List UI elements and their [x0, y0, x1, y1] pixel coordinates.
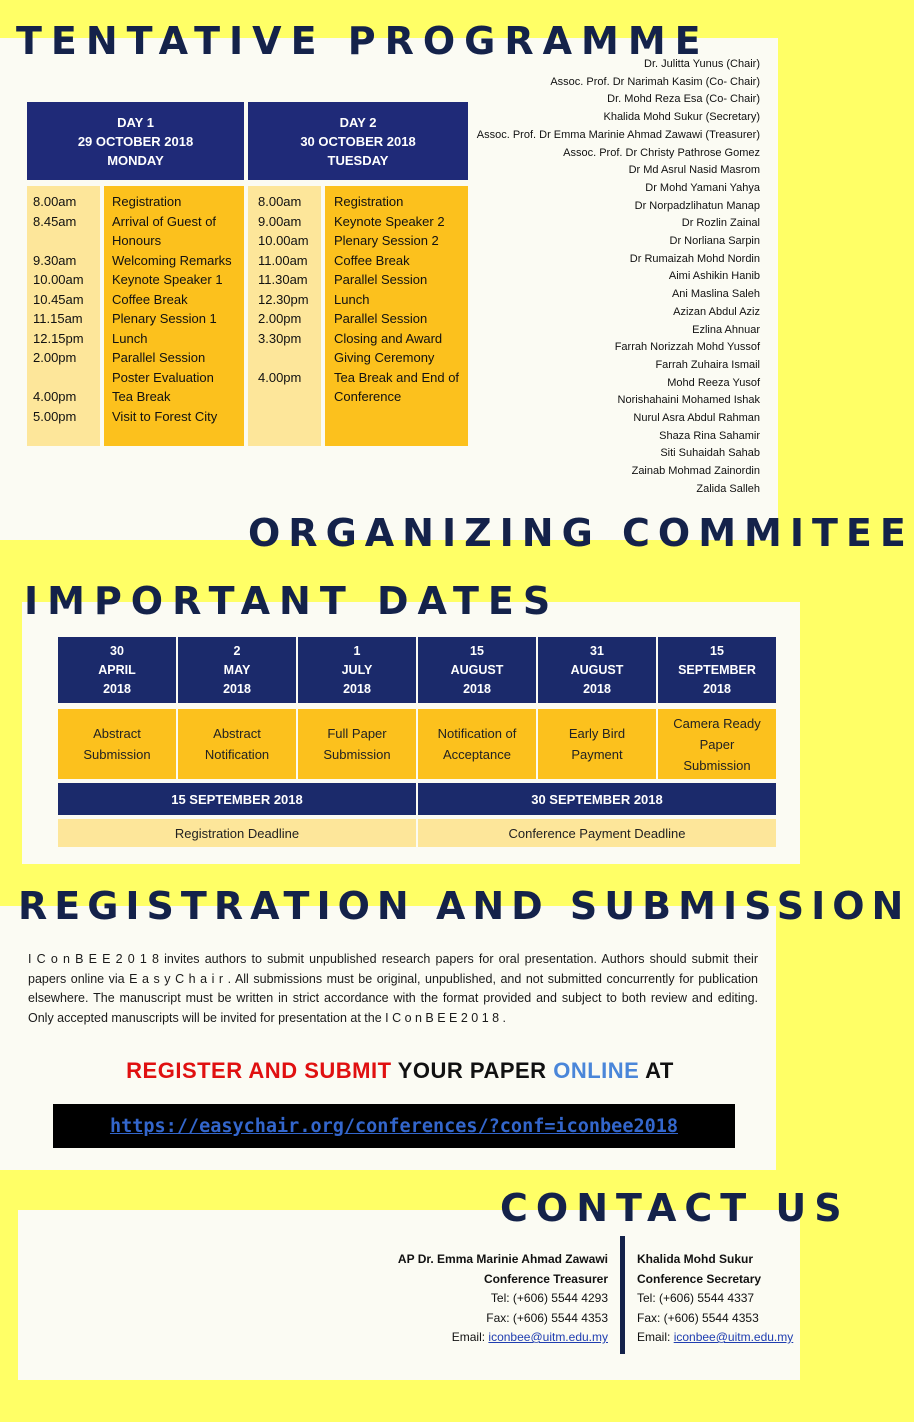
activity-item: Visit to Forest City — [112, 408, 218, 424]
activity-item: Parallel Session — [334, 311, 428, 326]
day2-weekday: TUESDAY — [327, 152, 389, 168]
committee-member: Farrah Zuhaira Ismail — [655, 358, 760, 371]
time-item: 10.00am — [258, 233, 309, 248]
activity-item: Honours — [112, 233, 162, 248]
contact-email-link[interactable]: iconbee@uitm.edu.my — [488, 1330, 608, 1344]
committee-member: Dr. Julitta Yunus (Chair) — [644, 58, 760, 70]
activity-item: Conference — [334, 389, 402, 404]
day2-header — [248, 102, 468, 180]
date-month: APRIL — [98, 662, 136, 677]
committee-member: Farrah Norizzah Mohd Yussof — [614, 341, 760, 354]
event-label: Full Paper Submission — [323, 726, 391, 762]
contact-role: Conference Treasurer — [483, 1271, 608, 1286]
day1-date: 29 OCTOBER 2018 — [77, 133, 194, 149]
time-item: 4.00pm — [258, 369, 302, 385]
time-item: 11.15am — [33, 311, 83, 326]
activity-item: Poster Evaluation — [112, 369, 214, 385]
time-item: 12.30pm — [258, 291, 309, 307]
payment-deadline-label: Conference Payment Deadline — [418, 819, 776, 847]
programme-heading: TENTATIVE PROGRAMME — [16, 19, 710, 63]
contact-email-row — [398, 1328, 608, 1348]
date-day: 15 — [470, 643, 484, 658]
payment-deadline-date: 30 SEPTEMBER 2018 — [418, 783, 776, 815]
day2-time-list — [258, 192, 309, 407]
day2-activity-list — [334, 192, 459, 407]
committee-member: Khalida Mohd Sukur (Secretary) — [603, 111, 760, 124]
committee-member: Siti Suhaidah Sahab — [660, 447, 760, 460]
committee-member: Assoc. Prof. Dr Emma Marinie Ahmad Zawawi (Treasurer) — [476, 128, 760, 141]
event-label: Abstract Submission — [83, 726, 151, 762]
contact-email-label: Email: — [451, 1330, 489, 1344]
date-cell-4 — [418, 637, 536, 703]
contact-role: Conference Secretary — [637, 1271, 762, 1286]
registration-heading: REGISTRATION AND SUBMISSION — [18, 884, 911, 928]
date-month: SEPTEMBER — [678, 662, 756, 677]
activity-item: Tea Break — [112, 389, 171, 404]
date-day: 15 — [710, 643, 724, 658]
day1-activity-list — [112, 192, 232, 426]
activity-item: Parallel Session — [334, 272, 428, 287]
activity-item: Registration — [112, 194, 182, 209]
committee-member: Dr Md Asrul Nasid Masrom — [628, 164, 760, 177]
date-day: 30 — [110, 643, 124, 658]
time-item: 10.00am — [33, 272, 84, 287]
date-year: 2018 — [103, 681, 131, 696]
event-cell-2 — [178, 709, 296, 779]
time-item — [33, 231, 84, 251]
date-cell-5 — [538, 637, 656, 703]
day1-label: DAY 1 — [117, 114, 154, 130]
date-year: 2018 — [703, 681, 731, 696]
committee-member: Dr. Mohd Reza Esa (Co- Chair) — [607, 93, 760, 106]
time-item: 9.00am — [258, 213, 302, 229]
date-cell-1 — [58, 637, 176, 703]
activity-item: Parallel Session — [112, 350, 206, 365]
time-item — [33, 368, 84, 388]
time-item: 8.00am — [33, 194, 77, 209]
date-month: MAY — [223, 662, 251, 677]
submission-url-bar — [53, 1104, 735, 1148]
committee-heading: ORGANIZING COMMITEE — [248, 511, 914, 555]
time-item: 4.00pm — [33, 389, 77, 404]
committee-member: Nurul Asra Abdul Rahman — [633, 412, 760, 425]
committee-member: Assoc. Prof. Dr Christy Pathrose Gomez — [563, 146, 760, 159]
activity-item: Plenary Session 1 — [112, 311, 217, 326]
activity-item: Coffee Break — [334, 252, 410, 268]
contact-tel: Tel: (+606) 5544 4293 — [490, 1291, 608, 1305]
activity-item: Coffee Break — [112, 291, 188, 307]
cta-your-paper: YOUR PAPER — [397, 1058, 547, 1083]
day1-header — [27, 102, 244, 180]
committee-member: Aimi Ashikin Hanib — [668, 270, 760, 283]
date-year: 2018 — [223, 681, 251, 696]
time-item — [258, 387, 309, 407]
committee-member: Dr Mohd Yamani Yahya — [645, 181, 760, 194]
activity-item: Lunch — [112, 330, 148, 346]
contact-tel: Tel: (+606) 5544 4337 — [637, 1291, 755, 1305]
cta-online: ONLINE — [553, 1058, 640, 1083]
time-item: 5.00pm — [33, 408, 77, 424]
activity-item: Keynote Speaker 1 — [112, 272, 223, 287]
contact-name: Khalida Mohd Sukur — [637, 1252, 754, 1266]
committee-member: Ezlina Ahnuar — [692, 323, 760, 336]
day2-times — [248, 186, 321, 446]
time-item: 12.15pm — [33, 330, 84, 346]
contact-divider — [620, 1236, 625, 1354]
contact-heading: CONTACT US — [500, 1186, 850, 1230]
committee-list — [477, 56, 760, 499]
registration-deadline-label: Registration Deadline — [58, 819, 416, 847]
event-cell-3 — [298, 709, 416, 779]
activity-item: Giving Ceremony — [334, 350, 435, 365]
activity-item: Lunch — [334, 291, 370, 307]
committee-member: Dr Rumaizah Mohd Nordin — [629, 252, 760, 265]
day1-time-list — [33, 192, 84, 426]
event-cell-1 — [58, 709, 176, 779]
time-item: 3.30pm — [258, 330, 302, 346]
activity-item: Closing and Award — [334, 330, 443, 346]
committee-member: Shaza Rina Sahamir — [659, 429, 760, 442]
activity-item: Keynote Speaker 2 — [334, 213, 445, 229]
date-cell-3 — [298, 637, 416, 703]
time-item: 8.00am — [258, 194, 302, 209]
event-cell-6 — [658, 709, 776, 779]
contact-fax: Fax: (+606) 5544 4353 — [637, 1310, 759, 1325]
date-month: AUGUST — [570, 662, 624, 677]
time-item: 2.00pm — [33, 350, 77, 365]
committee-member: Mohd Reeza Yusof — [667, 376, 760, 389]
committee-member: Azizan Abdul Aziz — [673, 305, 760, 318]
contact-email-row — [637, 1328, 793, 1348]
registration-description: I C o n B E E 2 0 1 8 invites authors to submit unpublished research papers for oral presentation. Authors should submit their papers online via E a s y C h a i r . All submissions must be original, unpublished, and not submitted concurrently for publication elsewhere. The manuscript must be written in strict accordance with the format provided and subject to both review and editing. Only accepted manuscripts will be invited for presentation at the I C o n B E E 2 0 1 8 . — [28, 952, 758, 1025]
day2-activities — [325, 186, 468, 446]
date-year: 2018 — [463, 681, 491, 696]
time-item: 11.00am — [258, 252, 308, 268]
cta-register: REGISTER AND SUBMIT — [126, 1058, 392, 1083]
time-item: 8.45am — [33, 213, 77, 229]
dates-heading: IMPORTANT DATES — [24, 579, 560, 623]
date-cell-6 — [658, 637, 776, 703]
committee-member: Assoc. Prof. Dr Narimah Kasim (Co- Chair) — [550, 75, 760, 88]
committee-member: Zalida Salleh — [696, 482, 760, 495]
time-item: 11.30am — [258, 272, 308, 287]
date-year: 2018 — [583, 681, 611, 696]
committee-member: Zainab Mohmad Zainordin — [631, 465, 760, 478]
activity-item: Tea Break and End of — [334, 369, 460, 385]
event-cell-5 — [538, 709, 656, 779]
date-year: 2018 — [343, 681, 371, 696]
secretary-contact — [637, 1250, 793, 1348]
activity-item: Arrival of Guest of — [112, 213, 217, 229]
event-cell-4 — [418, 709, 536, 779]
day1-weekday: MONDAY — [107, 152, 164, 168]
activity-item: Registration — [334, 194, 404, 209]
date-day: 1 — [353, 643, 361, 658]
day2-date: 30 OCTOBER 2018 — [300, 133, 416, 149]
date-day: 2 — [233, 643, 241, 658]
contact-fax: Fax: (+606) 5544 4353 — [486, 1310, 608, 1325]
event-label: Abstract Notification — [204, 726, 270, 762]
contact-name: AP Dr. Emma Marinie Ahmad Zawawi — [397, 1252, 608, 1266]
committee-member: Dr Norliana Sarpin — [669, 235, 760, 248]
day1-times — [27, 186, 100, 446]
treasurer-contact — [398, 1250, 608, 1348]
date-day: 31 — [590, 643, 604, 658]
event-label: Camera Ready Paper Submission — [673, 715, 761, 773]
submission-link[interactable]: https://easychair.org/conferences/?conf=iconbee2018 — [109, 1115, 679, 1137]
call-to-action — [0, 1058, 800, 1084]
event-label: Notification of Acceptance — [437, 726, 517, 762]
day1-activities — [104, 186, 244, 446]
committee-member: Norishahaini Mohamed Ishak — [617, 394, 760, 407]
date-month: JULY — [341, 662, 373, 677]
time-item: 9.30am — [33, 252, 77, 268]
activity-item: Welcoming Remarks — [112, 252, 232, 268]
time-item: 2.00pm — [258, 311, 302, 326]
activity-item: Plenary Session 2 — [334, 233, 439, 248]
date-month: AUGUST — [450, 662, 504, 677]
time-item: 10.45am — [33, 291, 84, 307]
contact-email-link[interactable]: iconbee@uitm.edu.my — [673, 1330, 794, 1344]
time-item — [258, 348, 309, 368]
committee-member: Dr Norpadzlihatun Manap — [634, 199, 760, 212]
registration-deadline-date: 15 SEPTEMBER 2018 — [58, 783, 416, 815]
day2-label: DAY 2 — [339, 114, 377, 130]
event-label: Early Bird Payment — [568, 726, 626, 762]
date-cell-2 — [178, 637, 296, 703]
committee-member: Ani Maslina Saleh — [671, 288, 760, 301]
committee-member: Dr Rozlin Zainal — [681, 217, 760, 230]
cta-at: AT — [645, 1058, 674, 1083]
contact-email-label: Email: — [637, 1330, 674, 1344]
